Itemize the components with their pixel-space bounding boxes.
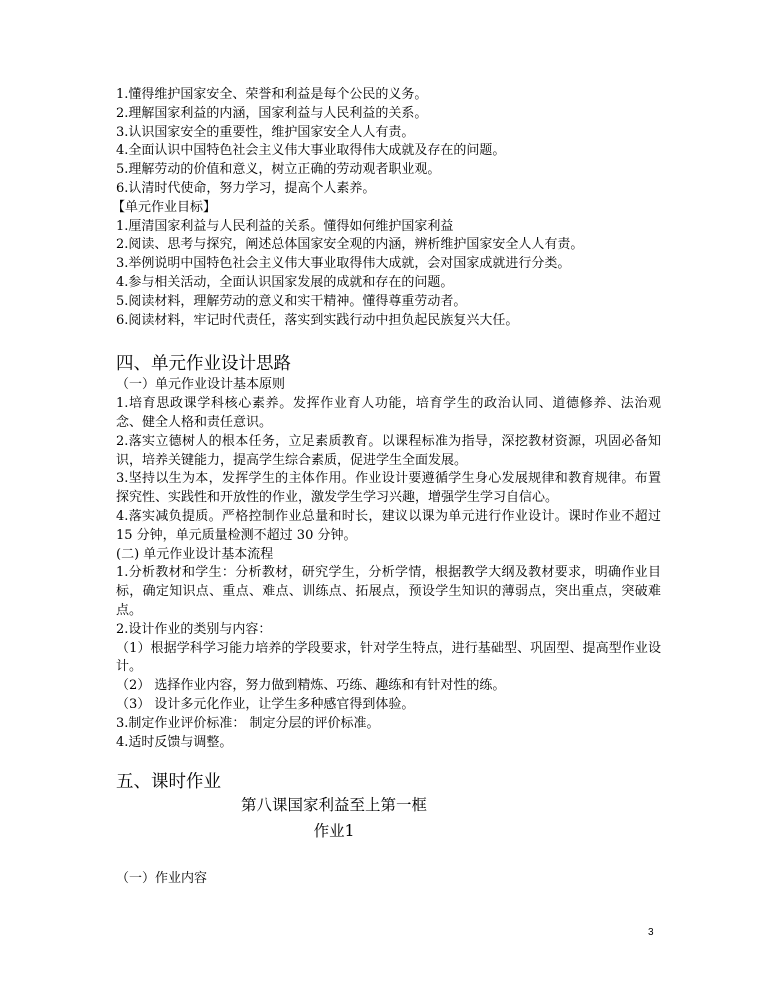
section-five-title: 五、课时作业 <box>116 772 221 793</box>
unit-goal-item: 4.参与相关活动，全面认识国家发展的成就和存在的问题。 <box>116 274 454 290</box>
unit-goal-item: 5.阅读材料，理解劳动的意义和实干精神。懂得尊重劳动者。 <box>116 293 467 309</box>
process-item: 2.设计作业的类别与内容： <box>116 621 272 637</box>
unit-goal-item: 6.阅读材料，牢记时代责任，落实到实践行动中担负起民族复兴大任。 <box>116 312 519 328</box>
unit-goal-item: 3.举例说明中国特色社会主义伟大事业取得伟大成就，会对国家成就进行分类。 <box>116 256 571 272</box>
unit-goals-heading: 【单元作业目标】 <box>112 199 217 215</box>
principle-item: 2.落实立德树人的根本任务，立足素质教育。以课程标准为指导，深挖教材资源，巩固必备知识，培养关键能力，提高学生综合素质，促进学生全面发展。 <box>116 433 661 468</box>
page-number: 3 <box>648 927 654 938</box>
objective-item: 5.理解劳动的价值和意义，树立正确的劳动观者职业观。 <box>116 162 441 178</box>
homework-content-heading: （一）作业内容 <box>116 871 208 887</box>
objective-item: 6.认清时代使命，努力学习，提高个人素养。 <box>116 180 376 196</box>
process-item: （3） 设计多元化作业，让学生多种感官得到体验。 <box>116 696 415 712</box>
objective-item: 4.全面认识中国特色社会主义伟大事业取得伟大成就及存在的问题。 <box>116 143 506 159</box>
section-five <box>116 770 661 889</box>
process-item: 4.适时反馈与调整。 <box>116 734 233 750</box>
principles-heading: （一）单元作业设计基本原则 <box>116 377 286 393</box>
section-four-title: 四、单元作业设计思路 <box>116 354 291 375</box>
objectives-list <box>116 86 661 199</box>
homework-title: 作业1 <box>313 822 355 841</box>
principle-item: 4.落实减负提质。严格控制作业总量和时长，建议以课为单元进行作业设计。课时作业不超过 15 分钟，单元质量检测不超过 30 分钟。 <box>116 508 661 543</box>
page-content <box>112 86 661 889</box>
unit-goal-item: 2.阅读、思考与探究，阐述总体国家安全观的内涵，辨析维护国家安全人人有责。 <box>116 237 584 253</box>
unit-goals <box>112 199 661 331</box>
section-four <box>116 352 661 752</box>
principle-item: 1.培育思政课学科核心素养。发挥作业育人功能，培育学生的政治认同、道德修养、法治观念、健全人格和责任意识。 <box>116 396 661 430</box>
process-item: （2） 选择作业内容，努力做到精炼、巧练、趣练和有针对性的练。 <box>116 678 506 694</box>
process-item: 1.分析教材和学生：分析教材，研究学生，分析学情，根据教学大纲及教材要求，明确作业目标，确定知识点、重点、难点、训练点、拓展点，预设学生知识的薄弱点，突出重点，突破难点。 <box>116 565 661 618</box>
objective-item: 2.理解国家利益的内涵，国家利益与人民利益的关系。 <box>116 105 428 121</box>
objective-item: 1.懂得维护国家安全、荣誉和利益是每个公民的义务。 <box>116 87 428 102</box>
lesson-title: 第八课国家利益至上第一框 <box>240 796 427 815</box>
unit-goal-item: 1.厘清国家利益与人民利益的关系。懂得如何维护国家利益 <box>116 218 454 234</box>
objective-item: 3.认识国家安全的重要性，维护国家安全人人有责。 <box>116 124 415 140</box>
process-heading: (二) 单元作业设计基本流程 <box>116 546 274 562</box>
process-item: 3.制定作业评价标准： 制定分层的评价标准。 <box>116 715 380 731</box>
principle-item: 3.坚持以生为本，发挥学生的主体作用。作业设计要遵循学生身心发展规律和教育规律。布置探究性、实践性和开放性的作业，激发学生学习兴趣，增强学生学习自信心。 <box>116 471 661 506</box>
process-item: （1）根据学科学习能力培养的学段要求，针对学生特点，进行基础型、巩固型、提高型作业设计。 <box>116 640 661 675</box>
